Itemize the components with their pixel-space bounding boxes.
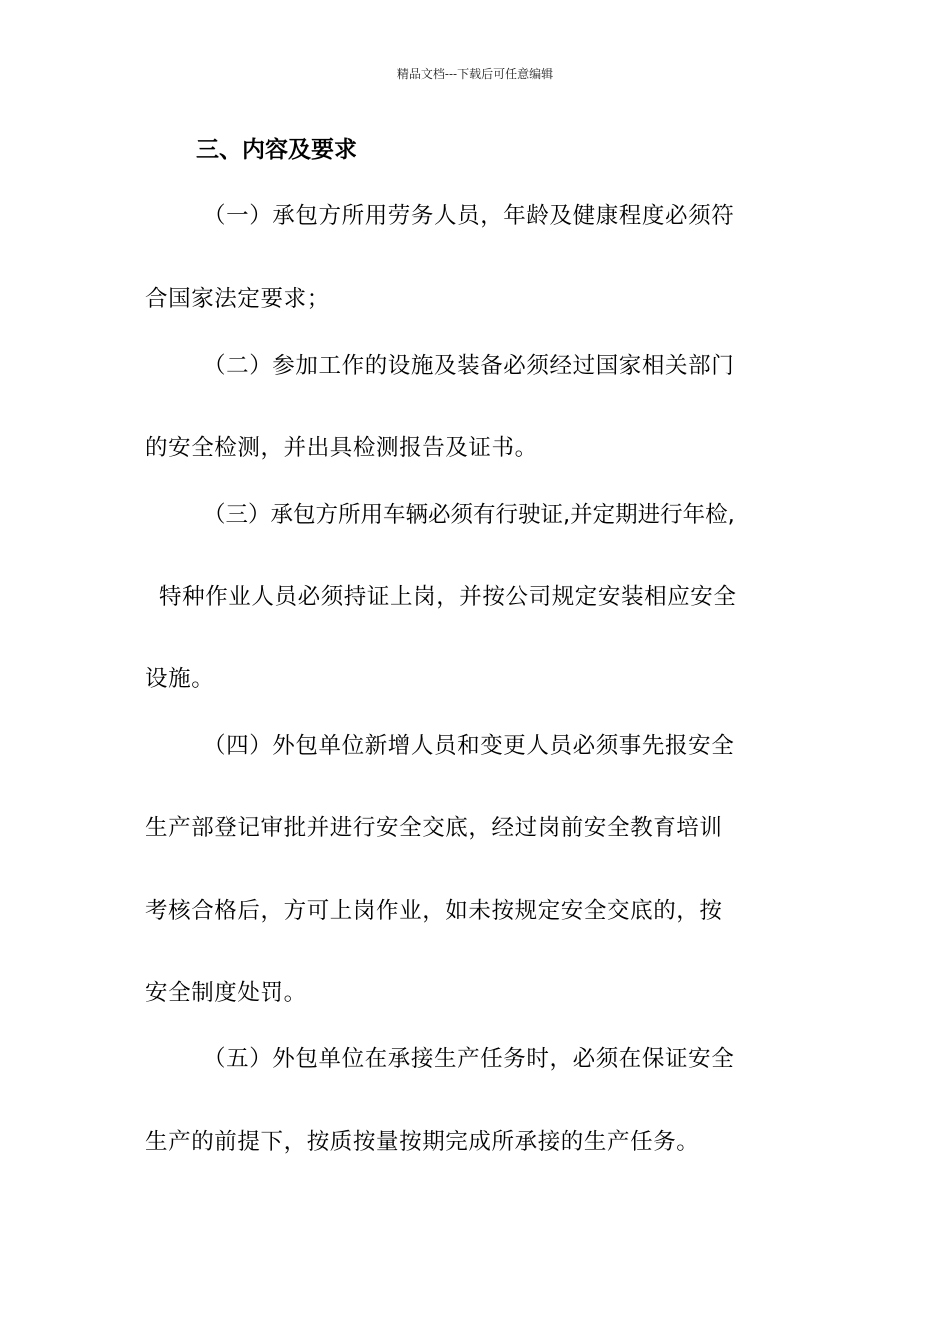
paragraph-2-line-1: （二）参加工作的设施及装备必须经过国家相关部门: [203, 353, 735, 379]
page-header: 精品文档---下载后可任意编辑: [396, 67, 554, 81]
paragraph-4-line-3: 考核合格后，方可上岗作业，如未按规定安全交底的，按: [145, 898, 723, 924]
paragraph-3-line-1: （三）承包方所用车辆必须有行驶证,并定期进行年检,: [203, 502, 735, 528]
paragraph-4-line-1: （四）外包单位新增人员和变更人员必须事先报安全: [203, 733, 735, 759]
paragraph-5-line-1: （五）外包单位在承接生产任务时，必须在保证安全: [203, 1046, 735, 1072]
paragraph-1-line-1: （一）承包方所用劳务人员，年龄及健康程度必须符: [203, 203, 735, 229]
paragraph-1-line-2: 合国家法定要求；: [145, 286, 330, 312]
paragraph-5-line-2: 生产的前提下，按质按量按期完成所承接的生产任务。: [145, 1129, 700, 1155]
paragraph-2-line-2: 的安全检测，并出具检测报告及证书。: [145, 435, 538, 461]
paragraph-4-line-4: 安全制度处罚。: [145, 980, 307, 1006]
paragraph-4-line-2: 生产部登记审批并进行安全交底，经过岗前安全教育培训: [145, 815, 723, 841]
paragraph-3-line-3: 设施。: [145, 666, 215, 692]
section-title: 三、内容及要求: [196, 137, 357, 163]
paragraph-3-line-2: 特种作业人员必须持证上岗，并按公司规定安装相应安全: [159, 584, 737, 610]
